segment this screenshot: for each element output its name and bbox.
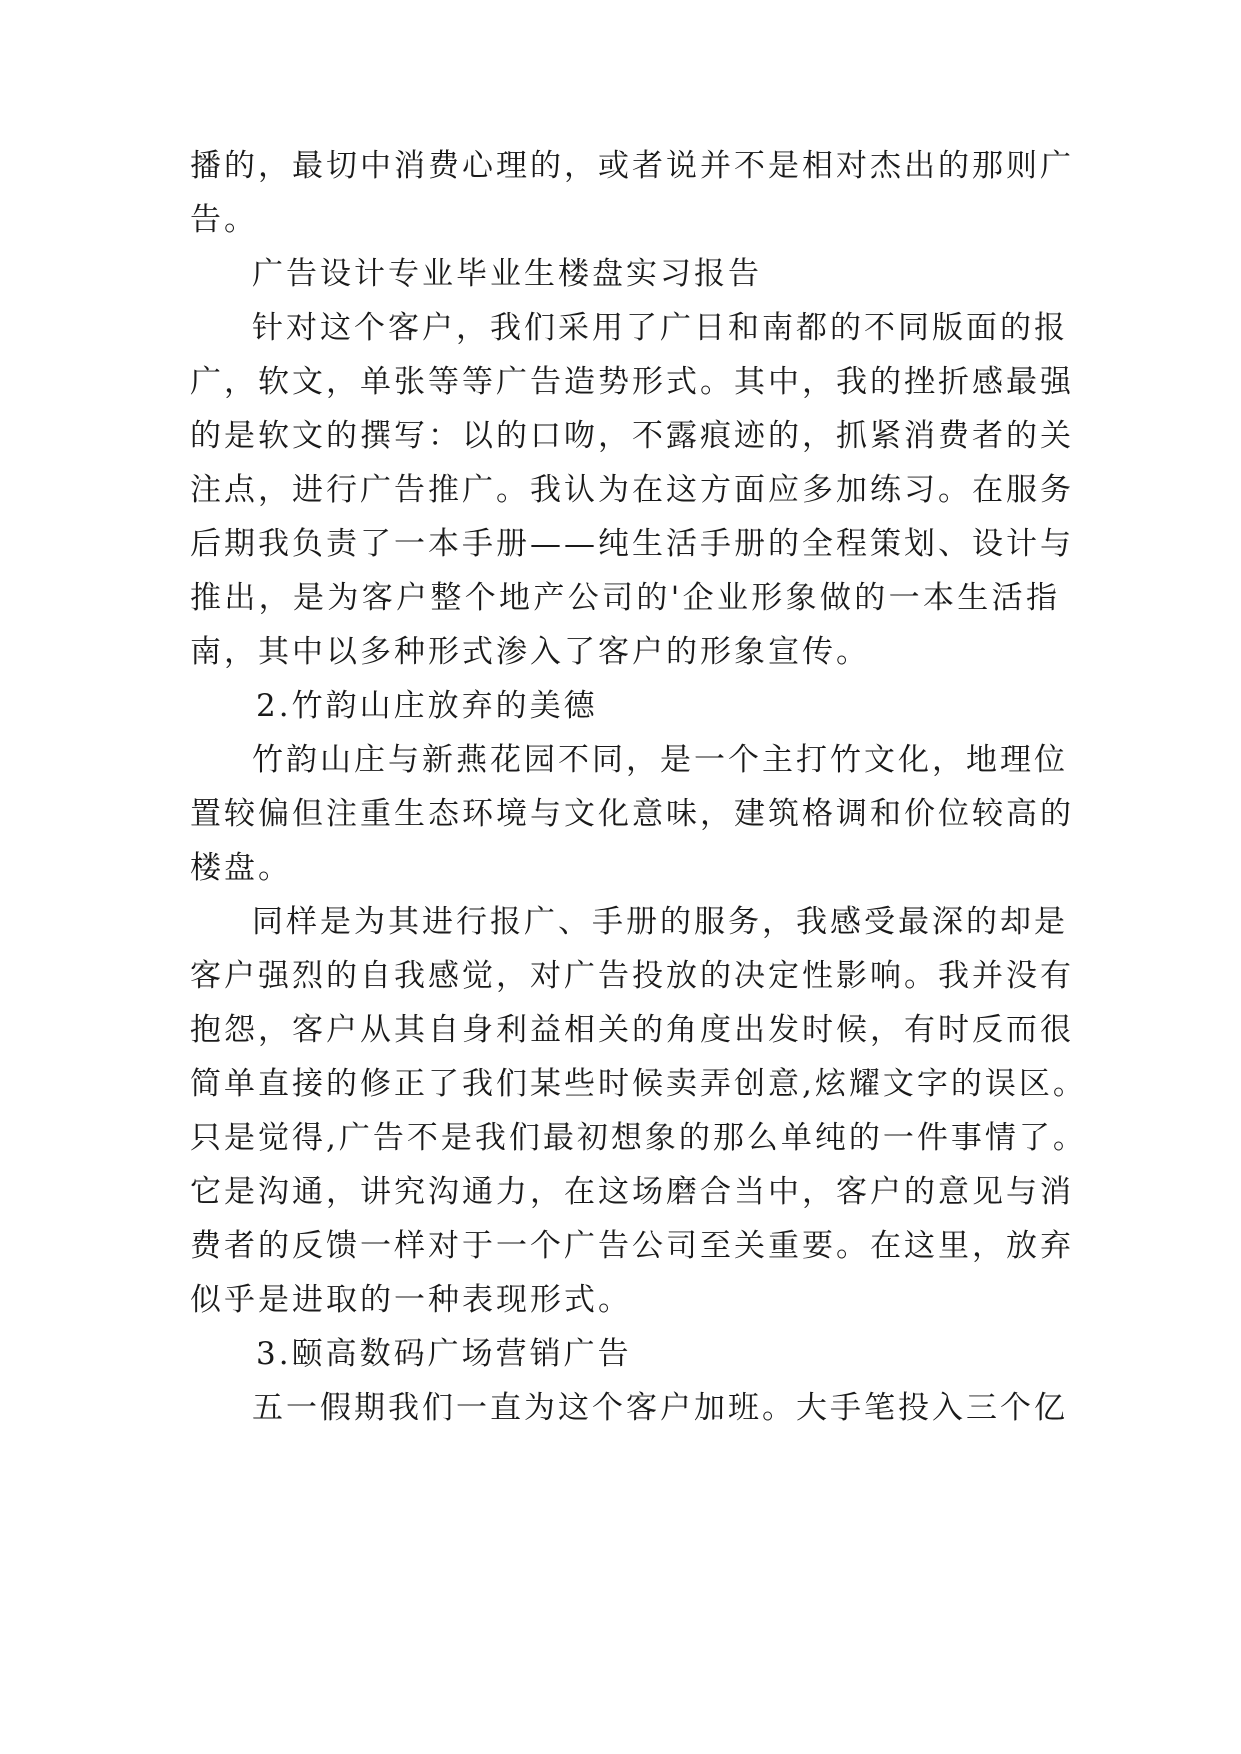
text-line: 抱怨，客户从其自身利益相关的角度出发时候，有时反而很 [190,1012,1074,1048]
text-line: 置较偏但注重生态环境与文化意味，建筑格调和价位较高的 [190,796,1074,832]
text-line: 告。 [190,202,258,238]
text-line: 的是软文的撰写：以的口吻，不露痕迹的，抓紧消费者的关 [190,418,1074,454]
text-line: 客户强烈的自我感觉，对广告投放的决定性影响。我并没有 [190,958,1074,994]
section-heading: 2.竹韵山庄放弃的美德 [256,688,598,724]
text-line: 推出，是为客户整个地产公司的'企业形象做的一本生活指 [190,580,1060,616]
paragraph-first-line: 五一假期我们一直为这个客户加班。大手笔投入三个亿 [252,1390,1068,1426]
paragraph-first-line: 竹韵山庄与新燕花园不同，是一个主打竹文化，地理位 [252,742,1068,778]
text-line: 南，其中以多种形式渗入了客户的形象宣传。 [190,634,870,670]
section-heading: 广告设计专业毕业生楼盘实习报告 [252,256,762,292]
paragraph-first-line: 同样是为其进行报广、手册的服务，我感受最深的却是 [252,904,1068,940]
text-line: 费者的反馈一样对于一个广告公司至关重要。在这里，放弃 [190,1228,1074,1264]
text-line: 播的，最切中消费心理的，或者说并不是相对杰出的那则广 [190,148,1074,184]
section-heading: 3.颐高数码广场营销广告 [256,1336,632,1372]
text-line: 后期我负责了一本手册——纯生活手册的全程策划、设计与 [190,526,1074,562]
text-line: 广，软文，单张等等广告造势形式。其中，我的挫折感最强 [190,364,1074,400]
text-line: 只是觉得,广告不是我们最初想象的那么单纯的一件事情了。 [190,1120,1087,1156]
text-line: 似乎是进取的一种表现形式。 [190,1282,632,1318]
text-line: 简单直接的修正了我们某些时候卖弄创意,炫耀文字的误区。 [190,1066,1087,1102]
text-line: 注点，进行广告推广。我认为在这方面应多加练习。在服务 [190,472,1074,508]
text-line: 它是沟通，讲究沟通力，在这场磨合当中，客户的意见与消 [190,1174,1074,1210]
paragraph-first-line: 针对这个客户，我们采用了广日和南都的不同版面的报 [252,310,1068,346]
text-line: 楼盘。 [190,850,292,886]
